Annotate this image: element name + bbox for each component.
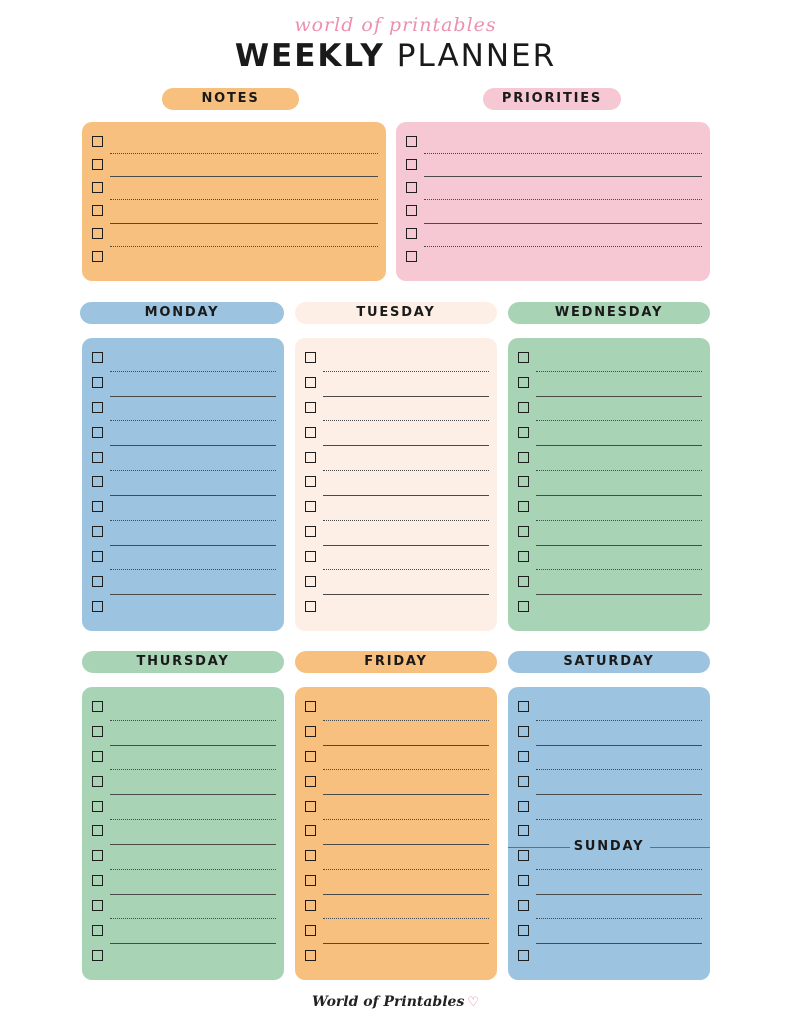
checkbox[interactable] [92, 726, 103, 737]
sunday-line-right [650, 847, 710, 848]
checkbox-row [303, 895, 489, 920]
title-weekly: WEEKLY [234, 38, 385, 74]
checkbox[interactable] [92, 601, 103, 612]
checkbox-row [303, 521, 489, 546]
checkbox[interactable] [305, 526, 316, 537]
checkbox[interactable] [92, 526, 103, 537]
checkbox[interactable] [305, 427, 316, 438]
checkbox-row [404, 224, 702, 247]
checkbox[interactable] [518, 377, 529, 388]
checkbox[interactable] [305, 900, 316, 911]
checkbox-row [516, 721, 702, 746]
checkbox-row [516, 397, 702, 422]
checkbox[interactable] [305, 726, 316, 737]
checkbox-row [303, 446, 489, 471]
checkbox[interactable] [92, 377, 103, 388]
checkbox-row [516, 496, 702, 521]
checkbox[interactable] [92, 801, 103, 812]
monday-panel [82, 338, 284, 631]
checkbox-row [404, 177, 702, 200]
checkbox[interactable] [518, 726, 529, 737]
notes-label: NOTES [162, 88, 299, 110]
checkbox[interactable] [92, 900, 103, 911]
checkbox[interactable] [518, 452, 529, 463]
footer-brand-text: World of Printables [311, 994, 465, 1010]
thursday-label: THURSDAY [82, 651, 284, 673]
checkbox[interactable] [92, 925, 103, 936]
checkbox[interactable] [518, 701, 529, 712]
checkbox[interactable] [305, 476, 316, 487]
checkbox-row [90, 595, 276, 620]
checkbox-row [516, 696, 702, 721]
notes-panel [82, 122, 386, 281]
checkbox-row [303, 845, 489, 870]
checkbox[interactable] [518, 427, 529, 438]
checkbox[interactable] [518, 476, 529, 487]
checkbox[interactable] [92, 476, 103, 487]
checkbox-row [90, 546, 276, 571]
checkbox[interactable] [92, 850, 103, 861]
checkbox[interactable] [305, 402, 316, 413]
checkbox-row [303, 944, 489, 969]
checkbox[interactable] [305, 776, 316, 787]
checkbox[interactable] [518, 801, 529, 812]
checkbox[interactable] [92, 551, 103, 562]
checkbox-row [90, 696, 276, 721]
checkbox[interactable] [305, 601, 316, 612]
tuesday-label: TUESDAY [295, 302, 497, 324]
checkbox[interactable] [305, 875, 316, 886]
checkbox-row [303, 471, 489, 496]
checkbox[interactable] [92, 452, 103, 463]
checkbox-row [303, 372, 489, 397]
checkbox[interactable] [518, 551, 529, 562]
heart-icon: ♡ [467, 995, 479, 1010]
checkbox[interactable] [406, 182, 417, 193]
checkbox[interactable] [518, 825, 529, 836]
tuesday-panel [295, 338, 497, 631]
checkbox-row [516, 521, 702, 546]
checkbox-row [516, 546, 702, 571]
checkbox-row [303, 820, 489, 845]
checkbox-row [90, 721, 276, 746]
checkbox-row [516, 446, 702, 471]
checkbox-row [90, 845, 276, 870]
checkbox-row [303, 397, 489, 422]
thursday-panel [82, 687, 284, 980]
priorities-panel [396, 122, 710, 281]
checkbox[interactable] [406, 205, 417, 216]
friday-label: FRIDAY [295, 651, 497, 673]
checkbox[interactable] [92, 950, 103, 961]
checkbox-row [90, 224, 378, 247]
checkbox-row [303, 546, 489, 571]
checkbox[interactable] [92, 352, 103, 363]
checkbox-row [303, 919, 489, 944]
checkbox-row [516, 944, 702, 969]
checkbox-row [90, 496, 276, 521]
checkbox-row [516, 570, 702, 595]
checkbox[interactable] [92, 182, 103, 193]
checkbox[interactable] [518, 352, 529, 363]
sunday-label: SUNDAY [573, 839, 645, 854]
checkbox[interactable] [518, 501, 529, 512]
checkbox-row [90, 446, 276, 471]
checkbox-row [303, 496, 489, 521]
checkbox-row [90, 347, 276, 372]
checkbox-row [404, 154, 702, 177]
checkbox[interactable] [92, 751, 103, 762]
footer-brand [0, 994, 791, 1010]
priorities-label: PRIORITIES [483, 88, 621, 110]
checkbox[interactable] [406, 228, 417, 239]
checkbox-row [90, 919, 276, 944]
checkbox-row [516, 595, 702, 620]
checkbox[interactable] [305, 701, 316, 712]
checkbox[interactable] [305, 551, 316, 562]
checkbox[interactable] [518, 776, 529, 787]
checkbox[interactable] [305, 850, 316, 861]
sunday-divider [508, 836, 710, 858]
checkbox[interactable] [305, 950, 316, 961]
checkbox[interactable] [305, 452, 316, 463]
checkbox-row [90, 247, 378, 270]
checkbox[interactable] [305, 352, 316, 363]
checkbox[interactable] [92, 228, 103, 239]
checkbox-row [90, 944, 276, 969]
checkbox-row [404, 201, 702, 224]
checkbox-row [303, 595, 489, 620]
checkbox-row [90, 372, 276, 397]
checkbox-row [404, 247, 702, 270]
checkbox-row [90, 870, 276, 895]
saturday-label: SATURDAY [508, 651, 710, 673]
checkbox-row [90, 521, 276, 546]
checkbox-row [303, 347, 489, 372]
checkbox[interactable] [92, 159, 103, 170]
wednesday-panel [508, 338, 710, 631]
friday-panel [295, 687, 497, 980]
page-title [0, 38, 791, 74]
checkbox-row [90, 421, 276, 446]
checkbox[interactable] [305, 925, 316, 936]
checkbox[interactable] [305, 377, 316, 388]
wednesday-label: WEDNESDAY [508, 302, 710, 324]
checkbox-row [90, 895, 276, 920]
checkbox-row [90, 131, 378, 154]
checkbox[interactable] [518, 402, 529, 413]
checkbox-row [90, 201, 378, 224]
checkbox-row [90, 397, 276, 422]
saturday-panel [508, 687, 710, 980]
checkbox-row [516, 746, 702, 771]
checkbox-row [303, 696, 489, 721]
checkbox-row [90, 177, 378, 200]
checkbox-row [90, 746, 276, 771]
checkbox-row [516, 919, 702, 944]
checkbox-row [90, 471, 276, 496]
checkbox-row [404, 131, 702, 154]
checkbox[interactable] [92, 875, 103, 886]
checkbox-row [90, 795, 276, 820]
checkbox-row [516, 895, 702, 920]
checkbox[interactable] [92, 205, 103, 216]
checkbox-row [303, 570, 489, 595]
monday-label: MONDAY [80, 302, 284, 324]
checkbox-row [516, 372, 702, 397]
checkbox-row [516, 870, 702, 895]
checkbox[interactable] [92, 251, 103, 262]
checkbox-row [90, 770, 276, 795]
checkbox-row [516, 347, 702, 372]
checkbox[interactable] [518, 875, 529, 886]
checkbox-row [516, 770, 702, 795]
checkbox[interactable] [305, 501, 316, 512]
checkbox[interactable] [92, 136, 103, 147]
checkbox-row [90, 820, 276, 845]
brand-script-top: world of printables [294, 14, 497, 36]
checkbox[interactable] [518, 526, 529, 537]
checkbox-row [516, 471, 702, 496]
checkbox[interactable] [406, 136, 417, 147]
checkbox[interactable] [92, 576, 103, 587]
checkbox-row [303, 746, 489, 771]
checkbox-row [90, 570, 276, 595]
checkbox-row [303, 770, 489, 795]
checkbox[interactable] [518, 900, 529, 911]
checkbox-row [516, 421, 702, 446]
checkbox[interactable] [518, 576, 529, 587]
checkbox-row [303, 421, 489, 446]
checkbox[interactable] [92, 501, 103, 512]
checkbox[interactable] [92, 825, 103, 836]
checkbox[interactable] [92, 402, 103, 413]
checkbox[interactable] [518, 601, 529, 612]
checkbox[interactable] [92, 776, 103, 787]
checkbox[interactable] [92, 427, 103, 438]
checkbox-row [303, 721, 489, 746]
checkbox[interactable] [518, 950, 529, 961]
checkbox[interactable] [305, 825, 316, 836]
checkbox-row [303, 870, 489, 895]
checkbox[interactable] [305, 576, 316, 587]
checkbox[interactable] [92, 701, 103, 712]
checkbox-row [516, 795, 702, 820]
checkbox[interactable] [305, 801, 316, 812]
title-planner: PLANNER [396, 38, 557, 74]
checkbox-row [303, 795, 489, 820]
checkbox[interactable] [305, 751, 316, 762]
checkbox[interactable] [518, 751, 529, 762]
checkbox[interactable] [406, 251, 417, 262]
checkbox[interactable] [518, 925, 529, 936]
checkbox-row [90, 154, 378, 177]
checkbox[interactable] [406, 159, 417, 170]
